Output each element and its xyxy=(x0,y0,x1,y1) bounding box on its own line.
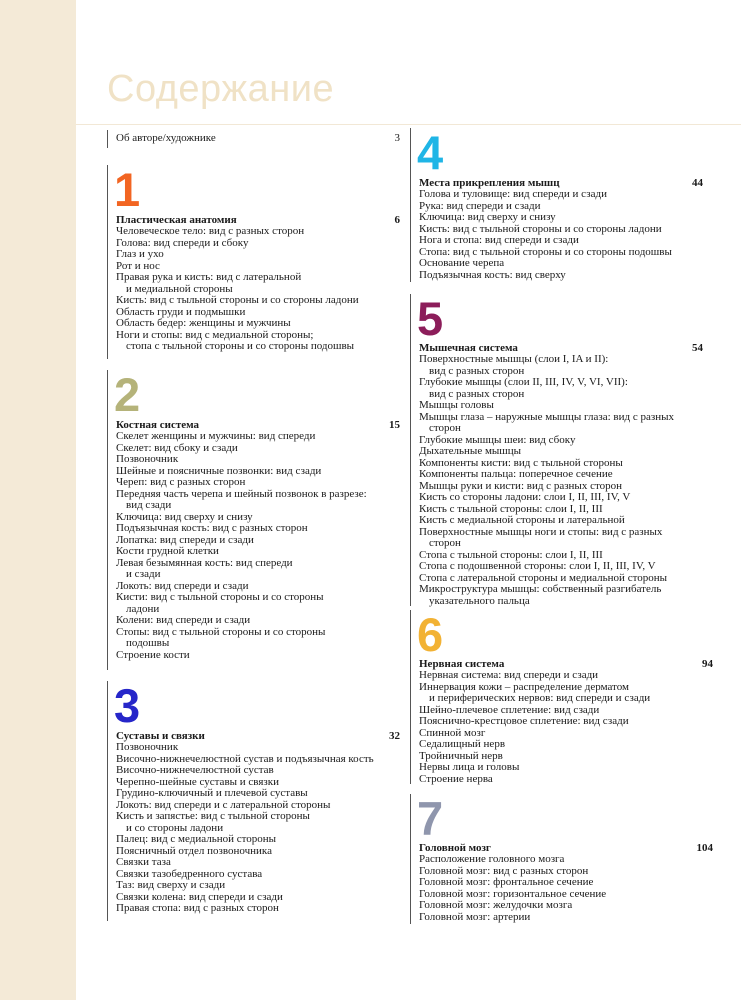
toc-item[interactable]: Нервная система: вид спереди и сзади xyxy=(419,669,599,681)
toc-item[interactable]: Кисти: вид с тыльной стороны и со стороны xyxy=(116,591,324,603)
section-page: 54 xyxy=(692,342,703,354)
toc-item[interactable]: Левая безымянная кость: вид спереди xyxy=(116,556,293,569)
page-margin-strip xyxy=(0,0,76,1000)
toc-item[interactable]: Микроструктура мышцы: собственный разгибатель xyxy=(419,583,662,595)
section-page: 104 xyxy=(696,842,713,854)
toc-item[interactable]: Ключица: вид сверху и снизу xyxy=(419,211,556,223)
toc-item-continuation[interactable]: сторон xyxy=(429,422,461,434)
section-3 xyxy=(107,681,400,921)
toc-item[interactable]: Связки колена: вид спереди и сзади xyxy=(116,890,283,903)
toc-item[interactable]: Дыхательные мышцы xyxy=(419,445,522,457)
toc-item-continuation[interactable]: вид с разных сторон xyxy=(429,364,525,377)
section-number: 3 xyxy=(114,679,141,732)
toc-item[interactable]: Кисть и запястье: вид с тыльной стороны xyxy=(116,810,310,822)
toc-item[interactable]: Рот и нос xyxy=(116,259,160,272)
toc-item[interactable]: Локоть: вид спереди и сзади xyxy=(116,579,249,592)
toc-item[interactable]: Мышцы глаза – наружные мышцы глаза: вид с разных xyxy=(419,410,674,423)
toc-item[interactable]: Кости грудной клетки xyxy=(116,545,219,557)
toc-item[interactable]: Колени: вид спереди и сзади xyxy=(116,614,251,626)
toc-item[interactable]: Нервы лица и головы xyxy=(419,761,520,773)
toc-item[interactable]: Область бедер: женщины и мужчины xyxy=(116,317,291,329)
toc-item-continuation[interactable]: стопа с тыльной стороны и со стороны подошвы xyxy=(126,340,355,352)
toc-item[interactable]: Тройничный нерв xyxy=(419,749,503,762)
toc-item-continuation[interactable]: и периферических нервов: вид спереди и сзади xyxy=(429,692,651,704)
toc-item-continuation[interactable]: сторон xyxy=(429,537,461,549)
toc-item[interactable]: Стопа с тыльной стороны: слои I, II, III xyxy=(419,548,603,561)
section-number: 6 xyxy=(417,608,444,661)
about-author-page: 3 xyxy=(394,132,400,144)
toc-item[interactable]: Стопа: вид с тыльной стороны и со стороны подошвы xyxy=(419,245,672,258)
toc-item[interactable]: Головной мозг: желудочки мозга xyxy=(419,899,573,911)
section-items xyxy=(116,431,400,661)
section-items xyxy=(419,354,703,607)
section-6 xyxy=(410,610,713,784)
section-number: 7 xyxy=(417,792,444,845)
toc-item-continuation[interactable]: указательного пальца xyxy=(429,594,530,607)
section-number: 2 xyxy=(114,368,141,421)
toc-item[interactable]: Голова и туловище: вид спереди и сзади xyxy=(419,188,608,200)
toc-item[interactable]: Строение кости xyxy=(116,648,190,661)
toc-item[interactable]: Кисть с тыльной стороны: слои I, II, III xyxy=(419,502,603,515)
toc-item-continuation[interactable]: ладони xyxy=(126,602,160,615)
toc-item[interactable]: Правая стопа: вид с разных сторон xyxy=(116,902,279,914)
section-number: 5 xyxy=(417,292,444,345)
toc-item[interactable]: Область груди и подмышки xyxy=(116,305,246,318)
toc-item-continuation[interactable]: и со стороны ладони xyxy=(126,821,224,834)
toc-item[interactable]: Грудино-ключичный и плечевой суставы xyxy=(116,787,308,799)
toc-item[interactable]: Головной мозг: горизонтальное сечение xyxy=(419,887,607,900)
toc-item[interactable]: Позвоночник xyxy=(116,453,179,465)
toc-item-continuation[interactable]: вид сзади xyxy=(126,499,172,511)
toc-item[interactable]: Головной мозг: артерии xyxy=(419,910,531,923)
section-heading-label: Костная система xyxy=(116,419,200,431)
toc-item-continuation[interactable]: и медиальной стороны xyxy=(126,282,233,295)
toc-item[interactable]: Подъязычная кость: вид с разных сторон xyxy=(116,522,308,534)
toc-item[interactable]: Рука: вид спереди и сзади xyxy=(419,199,541,212)
about-author-label: Об авторе/художнике xyxy=(116,132,216,144)
section-heading-label: Пластическая анатомия xyxy=(116,214,237,226)
toc-item[interactable]: Связки таза xyxy=(116,856,171,868)
toc-item[interactable]: Глаз и ухо xyxy=(116,248,164,260)
section-number: 4 xyxy=(417,126,444,179)
section-items xyxy=(419,670,713,785)
section-5 xyxy=(410,294,703,606)
section-heading-label: Места прикрепления мышц xyxy=(419,177,560,189)
section-heading-label: Нервная система xyxy=(419,658,505,670)
toc-item[interactable]: Глубокие мышцы (слои II, III, IV, V, VI, VII): xyxy=(419,376,628,388)
toc-item[interactable]: Кисть со стороны ладони: слои I, II, III, IV, V xyxy=(419,491,631,503)
toc-item[interactable]: Ноги и стопы: вид с медиальной стороны; xyxy=(116,328,314,341)
toc-item[interactable]: Стопа с латеральной стороны и медиальной стороны xyxy=(419,571,668,584)
toc-item[interactable]: Поясничный отдел позвоночника xyxy=(116,844,272,857)
section-1 xyxy=(107,165,400,359)
section-heading-label: Мышечная система xyxy=(419,342,518,354)
toc-item[interactable]: Поверхностные мышцы (слои I, IA и II): xyxy=(419,353,609,365)
toc-item[interactable]: Скелет женщины и мужчины: вид спереди xyxy=(116,430,316,442)
toc-item[interactable]: Ключица: вид сверху и снизу xyxy=(116,510,253,523)
toc-item[interactable]: Стопы: вид с тыльной стороны и со стороны xyxy=(116,625,326,638)
toc-item[interactable]: Связки тазобедренного сустава xyxy=(116,867,263,880)
toc-item[interactable]: Таз: вид сверху и сзади xyxy=(116,879,226,891)
toc-item[interactable]: Поверхностные мышцы ноги и стопы: вид с разных xyxy=(419,525,663,538)
toc-item[interactable]: Лопатка: вид спереди и сзади xyxy=(116,533,254,546)
section-heading-label: Головной мозг xyxy=(419,842,491,854)
toc-item[interactable]: Мышцы руки и кисти: вид с разных сторон xyxy=(419,479,623,492)
toc-item[interactable]: Компоненты пальца: поперечное сечение xyxy=(419,468,613,480)
section-items xyxy=(419,854,713,923)
toc-item[interactable]: Глубокие мышцы шеи: вид сбоку xyxy=(419,433,576,446)
section-page: 94 xyxy=(702,658,713,670)
toc-item[interactable]: Компоненты кисти: вид с тыльной стороны xyxy=(419,456,623,469)
section-page: 15 xyxy=(389,419,400,431)
section-page: 32 xyxy=(389,730,400,742)
toc-item[interactable]: Иннервация кожи – распределение дерматом xyxy=(419,680,629,693)
toc-item[interactable]: Кисть: вид с тыльной стороны и со стороны ладони xyxy=(116,294,359,306)
section-items xyxy=(419,189,703,281)
toc-item[interactable]: Голова: вид спереди и сбоку xyxy=(116,236,249,249)
about-author-entry[interactable] xyxy=(107,130,400,148)
toc-item[interactable]: Шейные и поясничные позвонки: вид сзади xyxy=(116,464,322,477)
toc-item[interactable]: Человеческое тело: вид с разных сторон xyxy=(116,225,305,237)
toc-item[interactable]: Седалищный нерв xyxy=(419,738,506,750)
section-2 xyxy=(107,370,400,670)
toc-item[interactable]: Мышцы головы xyxy=(419,399,494,411)
toc-item[interactable]: Правая рука и кисть: вид с латеральной xyxy=(116,271,302,283)
toc-item[interactable]: Стопа с подошвенной стороны: слои I, II, III, IV, V xyxy=(419,560,656,572)
toc-item[interactable]: Черепно-шейные суставы и связки xyxy=(116,775,279,788)
section-number: 1 xyxy=(114,163,141,216)
toc-item[interactable]: Нога и стопа: вид спереди и сзади xyxy=(419,234,579,246)
toc-item[interactable]: Пояснично-крестцовое сплетение: вид сзади xyxy=(419,715,629,727)
section-items xyxy=(116,226,400,353)
toc-item[interactable]: Кисть с медиальной стороны и латеральной xyxy=(419,514,625,526)
section-heading-label: Суставы и связки xyxy=(116,730,205,742)
title-divider xyxy=(76,124,741,125)
section-4 xyxy=(410,128,703,282)
toc-item[interactable]: Передняя часть черепа и шейный позвонок в разрезе: xyxy=(116,487,367,500)
section-page: 6 xyxy=(394,214,400,226)
toc-item[interactable]: Подъязычная кость: вид сверху xyxy=(419,268,566,281)
toc-item[interactable]: Строение нерва xyxy=(419,772,493,785)
toc-item[interactable]: Височно-нижнечелюстной сустав и подъязычная кость xyxy=(116,752,374,765)
toc-item[interactable]: Кисть: вид с тыльной стороны и со стороны ладони xyxy=(419,222,662,235)
toc-item-continuation[interactable]: и сзади xyxy=(126,568,161,580)
toc-item-continuation[interactable]: вид с разных сторон xyxy=(429,387,525,400)
toc-item[interactable]: Шейно-плечевое сплетение: вид сзади xyxy=(419,703,600,716)
section-page: 44 xyxy=(692,177,703,189)
toc-item[interactable]: Локоть: вид спереди и с латеральной стороны xyxy=(116,798,331,811)
toc-item[interactable]: Палец: вид с медиальной стороны xyxy=(116,833,277,845)
toc-item[interactable]: Позвоночник xyxy=(116,741,179,753)
toc-item[interactable]: Череп: вид с разных сторон xyxy=(116,476,246,488)
toc-item[interactable]: Скелет: вид сбоку и сзади xyxy=(116,441,238,454)
section-items xyxy=(116,742,400,915)
toc-item[interactable]: Спинной мозг xyxy=(419,726,486,739)
section-7 xyxy=(410,794,713,924)
toc-item[interactable]: Височно-нижнечелюстной сустав xyxy=(116,764,274,776)
toc-item[interactable]: Расположение головного мозга xyxy=(419,853,565,865)
toc-item-continuation[interactable]: подошвы xyxy=(126,637,170,649)
toc-item[interactable]: Головной мозг: фронтальное сечение xyxy=(419,876,594,888)
toc-item[interactable]: Головной мозг: вид с разных сторон xyxy=(419,864,589,877)
page-title: Содержание xyxy=(107,68,335,110)
toc-item[interactable]: Основание черепа xyxy=(419,257,505,269)
